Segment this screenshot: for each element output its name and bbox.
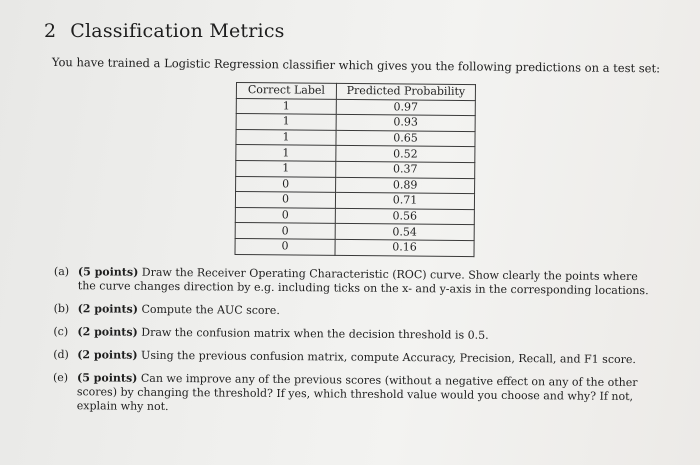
question-label: (d) — [53, 347, 69, 362]
question-item — [53, 371, 653, 418]
cell-correct-label: 1 — [236, 145, 336, 161]
predictions-table — [234, 82, 475, 257]
table-body — [235, 98, 475, 256]
cell-correct-label: 0 — [235, 223, 335, 239]
cell-predicted-probability: 0.89 — [336, 177, 475, 194]
question-text: Draw the confusion matrix when the decision threshold is 0.5. — [141, 325, 489, 342]
questions-list — [53, 265, 654, 427]
cell-predicted-probability: 0.93 — [336, 115, 475, 132]
cell-predicted-probability: 0.56 — [335, 208, 474, 225]
question-item — [54, 302, 654, 321]
question-text: Draw the Receiver Operating Characteristic (ROC) curve. Show clearly the points where the curve changes direction by e.g. including ticks on the x- and y-axis in the corresponding locations. — [77, 265, 649, 298]
question-label: (a) — [53, 265, 70, 279]
cell-correct-label: 1 — [236, 114, 336, 130]
question-item — [54, 265, 654, 298]
question-points: (5 points) — [77, 265, 139, 279]
question-points: (2 points) — [77, 302, 139, 316]
question-text: Using the previous confusion matrix, compute Accuracy, Precision, Recall, and F1 score. — [141, 348, 636, 367]
section-heading — [44, 20, 285, 42]
question-body — [78, 265, 654, 298]
cell-correct-label: 0 — [235, 238, 335, 254]
question-label: (b) — [53, 301, 70, 316]
header-correct-label: Correct Label — [236, 83, 336, 99]
cell-predicted-probability: 0.52 — [336, 146, 475, 163]
cell-predicted-probability: 0.97 — [336, 99, 475, 116]
question-body — [78, 302, 654, 321]
question-body — [77, 348, 653, 367]
intro-text: You have trained a Logistic Regression classifier which gives you the following predictions on a test set: — [51, 55, 661, 76]
question-body — [77, 325, 653, 344]
question-text: Can we improve any of the previous scores (without a negative effect on any of the other scores) by changing the threshold? If yes, which threshold value would you choose and why? If not, explain why not. — [76, 371, 638, 414]
question-label: (e) — [52, 370, 69, 385]
cell-correct-label: 1 — [236, 129, 336, 145]
question-text: Compute the AUC score. — [141, 302, 280, 317]
header-predicted-probability: Predicted Probability — [336, 83, 475, 100]
cell-correct-label: 1 — [236, 160, 336, 176]
question-points: (2 points) — [77, 348, 138, 362]
question-label: (c) — [53, 324, 69, 339]
cell-correct-label: 0 — [236, 176, 336, 192]
section-number: 2 — [44, 20, 57, 42]
section-title: Classification Metrics — [70, 20, 285, 42]
cell-correct-label: 0 — [235, 207, 335, 223]
cell-predicted-probability: 0.71 — [335, 193, 474, 210]
question-points: (5 points) — [76, 371, 138, 385]
question-body — [77, 371, 653, 418]
table-row — [235, 238, 474, 256]
table-header-row — [236, 83, 475, 101]
question-item — [53, 348, 653, 367]
cell-predicted-probability: 0.37 — [336, 161, 475, 178]
cell-correct-label: 1 — [236, 98, 336, 114]
cell-correct-label: 0 — [235, 192, 335, 208]
question-item — [53, 325, 653, 344]
cell-predicted-probability: 0.54 — [335, 224, 474, 241]
cell-predicted-probability: 0.65 — [336, 130, 475, 147]
cell-predicted-probability: 0.16 — [335, 239, 474, 256]
question-points: (2 points) — [77, 325, 138, 339]
